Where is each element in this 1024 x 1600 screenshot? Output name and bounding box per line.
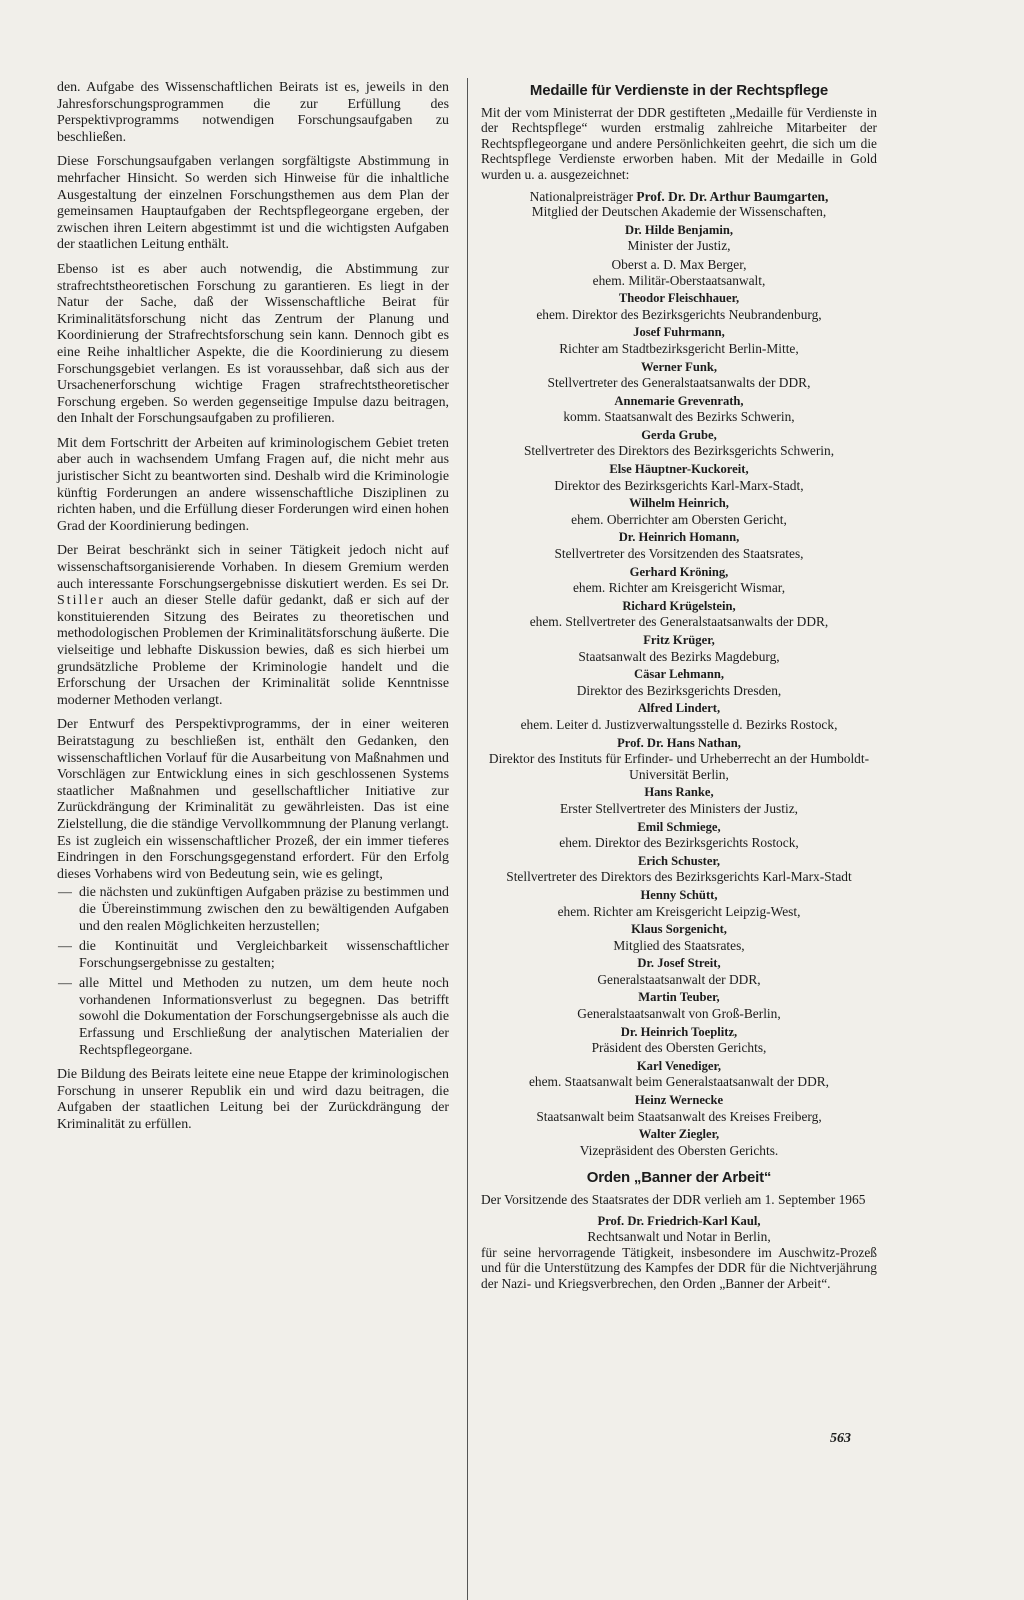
awardee-role: ehem. Leiter d. Justizverwaltungsstelle d. Bezirks Rostock,	[520, 716, 838, 732]
awardee-role: Minister der Justiz,	[627, 238, 731, 254]
dash-bullet: —	[58, 976, 72, 992]
awardee-name: Dr. Heinrich Toeplitz,	[620, 1024, 738, 1039]
awardee-role: Richter am Stadtbezirksgericht Berlin-Mitte,	[559, 340, 799, 356]
awardee-name: Dr. Josef Streit,	[637, 956, 721, 971]
awardee	[481, 325, 877, 356]
paragraph: den. Aufgabe des Wissenschaftlichen Beirats ist es, jeweils in den Jahresforschungsprogrammen die zur Erfüllung des Perspektivprogramms notwendigen Forschungsaufgaben zu beschließen.	[57, 80, 449, 145]
awardee-role: Stellvertreter des Direktors des Bezirksgerichts Schwerin,	[523, 443, 835, 459]
awardee	[481, 360, 877, 391]
list-item: — die Kontinuität und Vergleichbarkeit wissenschaftlicher Forschungsergebnisse zu gestalten;	[58, 939, 449, 971]
awardee-name: Prof. Dr. Hans Nathan,	[617, 735, 741, 750]
section-heading: Medaille für Verdienste in der Rechtspflege	[529, 82, 829, 99]
dash-bullet: —	[58, 885, 72, 901]
awardee-role: ehem. Direktor des Bezirksgerichts Neubrandenburg,	[536, 306, 822, 322]
awardee-role: Präsident des Obersten Gerichts,	[591, 1040, 767, 1056]
awardee-role: komm. Staatsanwalt des Bezirks Schwerin,	[563, 409, 795, 425]
awardee-name: Prof. Dr. Dr. Arthur Baumgarten,	[636, 188, 829, 204]
awardee	[481, 462, 877, 493]
awardee	[481, 701, 877, 732]
paragraph: Mit dem Fortschritt der Arbeiten auf kriminologischem Gebiet treten aber auch in wachsendem Umfang Fragen auf, die nicht mehr aus juristischer Sicht zu beantworten sind. Deshalb wird die Kriminologie künftig Forderungen an andere wissenschaftliche Disziplinen zu richten haben, und die Erfüllung dieser Forderungen wird einen hohen Grad der Koordinierung bedingen.	[57, 435, 449, 534]
awardee-role: ehem. Oberrichter am Obersten Gericht,	[571, 511, 787, 527]
bullet-list	[57, 885, 449, 1059]
awardee-role: Mitglied der Deutschen Akademie der Wissenschaften,	[531, 204, 827, 220]
section-intro: Mit der vom Ministerrat der DDR gestifteten „Medaille für Verdienste in der Rechtspflege“ wurden erstmalig zahlreiche Mitarbeiter der Rechtspflegeorgane und andere Persönlichkeiten geehrt, die sich um die Rechtspflege Verdienste erworben haben. Mit der Medaille in Gold wurden u. a. ausgezeichnet:	[481, 104, 877, 182]
awardee-name: Heinz Wernecke	[634, 1093, 724, 1108]
awardee-role: Rechtsanwalt und Notar in Berlin,	[587, 1229, 771, 1245]
awardee-role: ehem. Richter am Kreisgericht Wismar,	[572, 580, 786, 596]
awardee-role: Generalstaatsanwalt von Groß-Berlin,	[577, 1006, 781, 1022]
awardee	[481, 1214, 877, 1245]
awardee	[481, 990, 877, 1021]
awardee-name: Gerda Grube,	[641, 427, 717, 442]
paragraph: Der Entwurf des Perspektivprogramms, der in einer weiteren Beiratstagung zu beschließen ist, enthält den Gedanken, den wissenschaftlichen Vorlauf für die Ausarbeitung von Maßnahmen und Vorschlägen zur Entwicklung eines in sich geschlossenen Systems staatlicher Maßnahmen und gesellschaftlicher Initiative zur Zurückdrängung der Kriminalität zu gewährleisten. Das ist eine Zielstellung, die die ständige Vervollkommnung der Planung verlangt. Es ist zugleich ein wissenschaftlicher Prozeß, der ein immer tieferes Eindringen in den Forschungsgegenstand erfordert. Für den Erfolg dieses Vorhabens wird von Bedeutung sein, wie es gelingt,	[57, 717, 449, 882]
awardee	[481, 1093, 877, 1124]
awardee	[481, 956, 877, 987]
awardee-name: Henny Schütt,	[640, 887, 718, 902]
awardee-role: Direktor des Instituts für Erfinder- und Urheberrecht an der Humboldt-Universität Berlin,	[488, 751, 870, 782]
awardee	[481, 820, 877, 851]
awardee	[481, 223, 877, 254]
awardee-name: Oberst a. D. Max Berger,	[611, 256, 747, 272]
paragraph: Diese Forschungsaufgaben verlangen sorgfältigste Abstimmung in mehrfacher Hinsicht. So werden sich Hinweise für die inhaltliche Ausgestaltung der einzelnen Forschungsthemen aus dem Plan der gemeinsamen Hauptaufgaben der Rechtspflegeorgane ergeben, der zwischen ihren Leitern abgestimmt ist und die wichtigsten Aufgaben der staatlichen Leitung enthält.	[57, 154, 449, 253]
awardee: Oberst a. D. Max Berger, ehem. Militär-Oberstaatsanwalt,	[481, 257, 877, 288]
awardee-name: Erich Schuster,	[637, 853, 721, 868]
awardee-name: Prof. Dr. Friedrich-Karl Kaul,	[597, 1213, 761, 1228]
right-column	[481, 83, 877, 1298]
awardee	[481, 530, 877, 561]
awardee-name: Theodor Fleischhauer,	[618, 291, 740, 306]
awardee-role: Stellvertreter des Generalstaatsanwalts der DDR,	[547, 375, 811, 391]
awardee-prefix: Nationalpreisträger	[529, 188, 634, 204]
awardee-role: Mitglied des Staatsrates,	[613, 937, 745, 953]
awardee-name: Karl Venediger,	[636, 1058, 722, 1073]
awardee	[481, 565, 877, 596]
awardee-name: Gerhard Kröning,	[629, 564, 729, 579]
awardee-role: Staatsanwalt des Bezirks Magdeburg,	[578, 648, 780, 664]
awardee-name: Alfred Lindert,	[637, 701, 721, 716]
awardee-name: Else Häuptner-Kuckoreit,	[609, 462, 749, 477]
awardee-name: Klaus Sorgenicht,	[631, 922, 727, 937]
awardee-role: ehem. Stellvertreter des Generalstaatsanwalts der DDR,	[529, 614, 829, 630]
awardee	[481, 854, 877, 885]
awardee-role: Erster Stellvertreter des Ministers der Justiz,	[560, 800, 798, 816]
awardee-name: Josef Fuhrmann,	[633, 325, 725, 340]
awardee	[481, 736, 877, 783]
awardee	[481, 785, 877, 816]
awardee-name: Dr. Heinrich Homann,	[618, 530, 740, 545]
left-column	[57, 80, 449, 1142]
awardee	[481, 633, 877, 664]
awardee-role: Staatsanwalt beim Staatsanwalt des Kreises Freiberg,	[536, 1108, 822, 1124]
dash-bullet: —	[58, 939, 72, 955]
awardee-name: Emil Schmiege,	[637, 819, 721, 834]
awardee	[481, 1127, 877, 1158]
paragraph: Die Bildung des Beirats leitete eine neue Etappe der kriminologischen Forschung in unserer Republik ein und wird dazu beitragen, die Aufgaben der staatlichen Leitung bei der Zurückdrängung der Kriminalität zu erfüllen.	[57, 1067, 449, 1133]
awardee-role: Stellvertreter des Vorsitzenden des Staatsrates,	[554, 546, 804, 562]
awardee-name: Wilhelm Heinrich,	[629, 496, 729, 511]
awardee	[481, 1059, 877, 1090]
paragraph-text: auch an dieser Stelle dafür gedankt, daß er sich auf der konstituierenden Sitzung des Beirates zu theoretischen und methodologischen Problemen der Kriminalitätsforschung äußerte. Die vielseitige und lebhafte Diskussion bewies, daß es sich hierbei um grundsätzliche Probleme der Kriminologie handelt und die Erforschung der Ursachen der Kriminalität solide Kenntnisse moderner Methoden verlangt.	[57, 593, 449, 708]
list-item: — alle Mittel und Methoden zu nutzen, um dem heute noch vorhandenen Informationsverlust zu begegnen. Das betrifft sowohl die Dokumentation der Forschungsergebnisse als auch die Erfassung und Erschließung der analytischen Materialien der Rechtspflegeorgane.	[58, 976, 449, 1058]
awardee	[481, 189, 877, 220]
awardee-name: Walter Ziegler,	[638, 1127, 720, 1142]
section-heading: Orden „Banner der Arbeit“	[586, 1169, 772, 1187]
person-name: Stiller	[57, 593, 105, 609]
awardee	[481, 394, 877, 425]
awardee	[481, 599, 877, 630]
awardee-role: Generalstaatsanwalt der DDR,	[597, 971, 761, 987]
awardee-role: Direktor des Bezirksgerichts Dresden,	[576, 682, 782, 698]
awardee-name: Fritz Krüger,	[643, 633, 715, 647]
awardee-name: Martin Teuber,	[638, 990, 720, 1005]
section-intro: Der Vorsitzende des Staatsrates der DDR verlieh am 1. September 1965	[481, 1192, 866, 1207]
awardee-name: Richard Krügelstein,	[622, 598, 736, 613]
awardee-name: Annemarie Grevenrath,	[614, 393, 744, 408]
awardee-role: Direktor des Bezirksgerichts Karl-Marx-Stadt,	[554, 477, 804, 493]
awardee-list	[481, 223, 877, 1159]
paragraph: Ebenso ist es aber auch notwendig, die Abstimmung zur strafrechtstheoretischen Forschung zu garantieren. Es liegt in der Natur der Sache, daß der Wissenschaftliche Beirat für Kriminalitätsforschung nicht das Zentrum der Planung und Koordinierung der Strafrechtsforschung sein kann. Dennoch gibt es eine Reihe inhaltlicher Aspekte, die die Koordinierung zu diesem Forschungsgebiet verlangen. Es ist voraussehbar, daß sich aus der Ursachenerforschung wichtige Fragen strafrechtstheoretischer Forschung ergeben. So werden gegenseitige Impulse dazu beitragen, den Inhalt der Forschungsaufgaben zu profilieren.	[57, 261, 449, 427]
awardee-name: Dr. Hilde Benjamin,	[625, 222, 733, 237]
awardee-role: ehem. Richter am Kreisgericht Leipzig-West,	[557, 903, 801, 919]
awardee	[481, 667, 877, 698]
paragraph-text: Der Beirat beschränkt sich in seiner Tätigkeit jedoch nicht auf wissenschaftsorganisierende Vorhaben. In diesem Gremium werden auch interessante Forschungsergebnisse diskutiert werden. Es sei Dr.	[57, 543, 449, 592]
awardee	[481, 291, 877, 322]
awardee-role: Stellvertreter des Direktors des Bezirksgerichts Karl-Marx-Stadt	[506, 869, 852, 885]
awardee-name: Werner Funk,	[640, 359, 718, 374]
awardee	[481, 1025, 877, 1056]
awardee	[481, 922, 877, 953]
awardee-name: Cäsar Lehmann,	[633, 667, 725, 682]
awardee	[481, 496, 877, 527]
awardee-name: Hans Ranke,	[644, 785, 714, 800]
page-number: 563	[830, 1431, 851, 1446]
section-closing: für seine hervorragende Tätigkeit, insbesondere im Auschwitz-Prozeß und für die Unterstützung des Kampfes der DDR für die Nichtverjährung der Nazi- und Kriegsverbrechen, den Orden „Banner der Arbeit“.	[481, 1244, 877, 1291]
awardee-role: ehem. Direktor des Bezirksgerichts Rostock,	[559, 835, 799, 851]
awardee-role: ehem. Staatsanwalt beim Generalstaatsanwalt der DDR,	[528, 1074, 830, 1090]
awardee	[481, 888, 877, 919]
awardee-role: Vizepräsident des Obersten Gerichts.	[579, 1142, 779, 1158]
column-divider	[467, 78, 468, 1600]
list-item: — die nächsten und zukünftigen Aufgaben präzise zu bestimmen und die Übereinstimmung zwischen den zu bewältigenden Aufgaben und den realen Möglichkeiten herzustellen;	[58, 885, 449, 934]
paragraph	[57, 543, 449, 709]
awardee	[481, 428, 877, 459]
